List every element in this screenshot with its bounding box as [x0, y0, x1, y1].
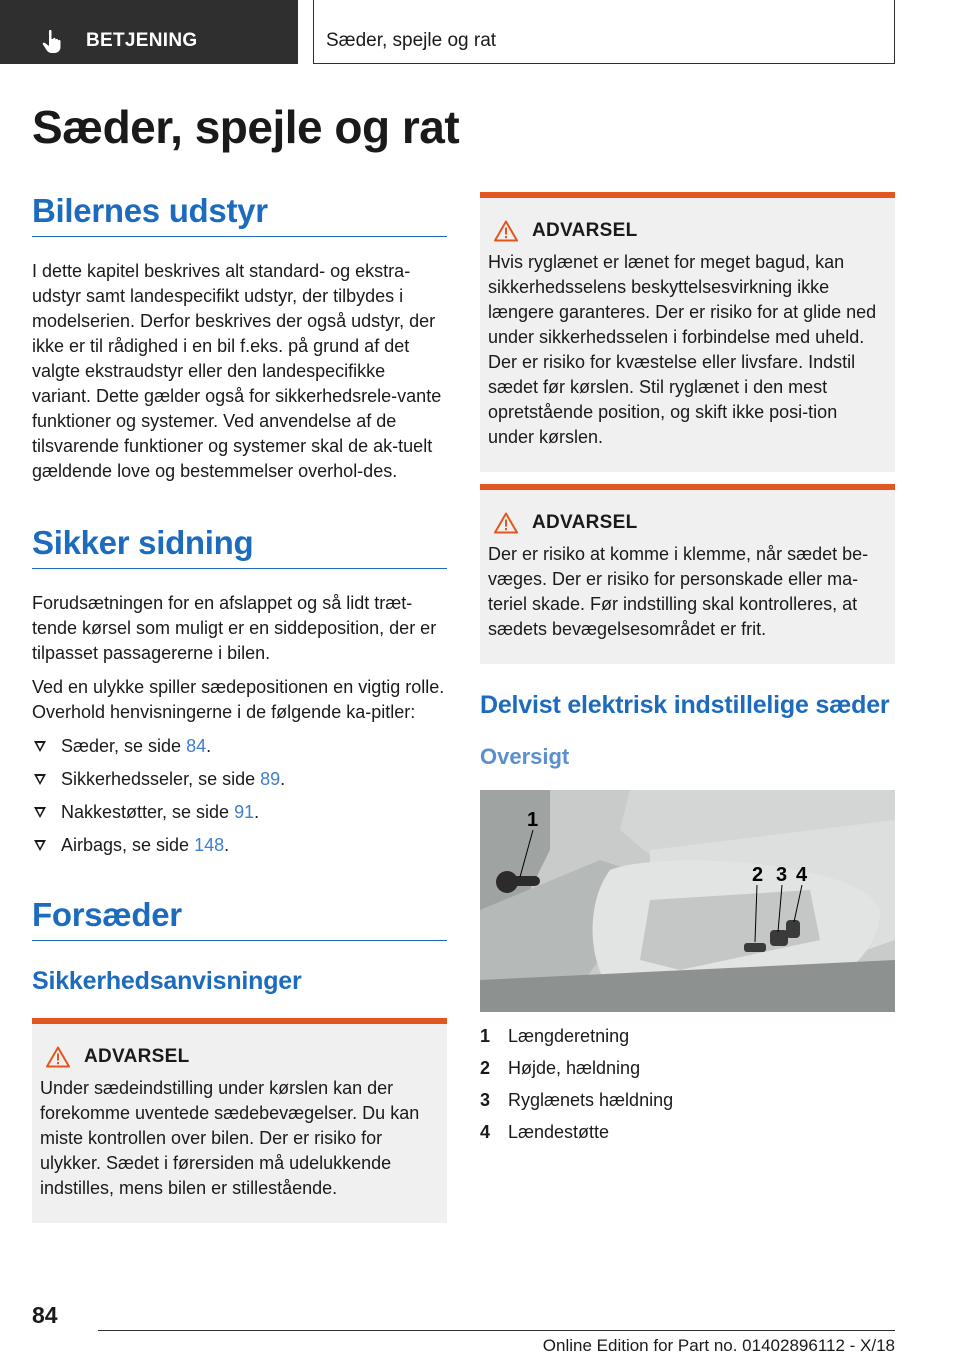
header-section-tab — [0, 0, 298, 64]
list-item: 2 Højde, hældning — [480, 1058, 641, 1078]
section-heading-sikker-sidning: Sikker sidning — [32, 524, 447, 569]
list-item: Sikkerhedsseler, se side 89. — [32, 767, 447, 792]
seat-controls-image — [480, 790, 895, 1012]
warning-label: ADVARSEL — [532, 220, 638, 241]
warning-label: ADVARSEL — [532, 512, 638, 533]
warning-triangle-icon — [46, 1046, 70, 1068]
paragraph-sikker-sidning-1: Forudsætningen for en afslappet og så lidt træt-tende kørsel som muligt er en siddeposition, der er tilpasset passagererne i bilen. — [32, 593, 437, 663]
warning-box — [480, 484, 895, 664]
triangle-bullet-icon — [34, 741, 46, 752]
seat-illustration — [480, 790, 895, 1012]
triangle-bullet-icon — [34, 840, 46, 851]
warning-text: Under sædeindstilling under kørslen kan der forekomme uventede sædebevægelser. Du kan miste kontrollen over bilen. Der er risiko for ulykker. Sædet i førersiden må udelukkende indstilles, mens bilen er stillestående. — [40, 1078, 420, 1198]
paragraph-bilernes-udstyr: I dette kapitel beskrives alt standard- og ekstra-udstyr samt landespecifikt udstyr, der tilbydes i modelserien. Derfor beskrives der også udstyr, der ikke er til rådighed i en bil f.eks. på grund af det valgte ekstraudstyr eller den landespecifikke variant. Dette gælder også for sikkerhedsrele-vante funktioner og systemer. Ved anvendelse af de tilsvarende funktioner og systemer skal de ak-tuelt gældende love og bestemmelser overhol-des. — [32, 261, 442, 481]
page-title: Sæder, spejle og rat — [32, 101, 460, 153]
warning-triangle-icon — [494, 220, 518, 242]
subheading-delvist-elektrisk: Delvist elektrisk indstillelige sæder — [480, 691, 890, 719]
header-chapter-title: Sæder, spejle og rat — [326, 30, 497, 51]
image-callout-label: 3 — [776, 864, 788, 886]
list-item: 1 Længderetning — [480, 1026, 630, 1046]
warning-label: ADVARSEL — [84, 1046, 190, 1067]
reference-list — [32, 734, 447, 858]
warning-box — [480, 192, 895, 472]
page-link[interactable]: 148 — [194, 835, 225, 855]
warning-box — [32, 1018, 447, 1223]
warning-text: Der er risiko at komme i klemme, når sædet be-væges. Der er risiko for personskade eller ma-teriel skade. Før indstilling skal kontrolleres, at sædets bevægelsesområdet er frit. — [488, 544, 869, 639]
triangle-bullet-icon — [34, 774, 46, 785]
list-item: 4 Lændestøtte — [480, 1122, 610, 1142]
list-item: Sæder, se side 84. — [32, 734, 447, 759]
header-chapter-box — [313, 0, 895, 64]
page-link[interactable]: 84 — [186, 736, 207, 756]
image-callout-label: 4 — [796, 864, 808, 886]
page-number: 84 — [32, 1302, 58, 1328]
right-column — [480, 192, 895, 1152]
list-item: Nakkestøtter, se side 91. — [32, 800, 447, 825]
subheading-sikkerhedsanvisninger: Sikkerhedsanvisninger — [32, 967, 302, 995]
footer-edition: Online Edition for Part no. 01402896112 - X/18 — [542, 1336, 895, 1355]
paragraph-sikker-sidning-2: Ved en ulykke spiller sædepositionen en vigtig rolle. Overhold henvisningerne i de følgende ka-pitler: — [32, 677, 445, 722]
list-item: Airbags, se side 148. — [32, 833, 447, 858]
list-item: 3 Ryglænets hældning — [480, 1090, 674, 1110]
footer-divider — [98, 1330, 895, 1331]
warning-text: Hvis ryglænet er lænet for meget bagud, kan sikkerhedsselens beskyttelsesvirkning ikke længere garanteres. Der er risiko for at glide ned under sikkerhedsselen i forbindelse med uheld. Der er risiko for kvæstelse eller livsfare. Indstil sædet før kørslen. Stil ryglænet i den mest opretstående position, og skift ikke posi-tion under kørslen. — [488, 252, 877, 447]
warning-triangle-icon — [494, 512, 518, 534]
hand-pointer-icon — [40, 28, 66, 54]
section-heading-bilernes-udstyr: Bilernes udstyr — [32, 192, 447, 237]
seat-controls-legend — [480, 1024, 895, 1145]
left-column — [32, 192, 447, 1223]
image-callout-label: 1 — [527, 809, 539, 831]
triangle-bullet-icon — [34, 807, 46, 818]
section-heading-forsaeder: Forsæder — [32, 896, 447, 941]
image-callout-label: 2 — [752, 864, 764, 886]
subheading-oversigt: Oversigt — [480, 744, 570, 769]
page-link[interactable]: 91 — [234, 802, 255, 822]
page-link[interactable]: 89 — [260, 769, 281, 789]
header-section-label: BETJENING — [86, 30, 198, 51]
